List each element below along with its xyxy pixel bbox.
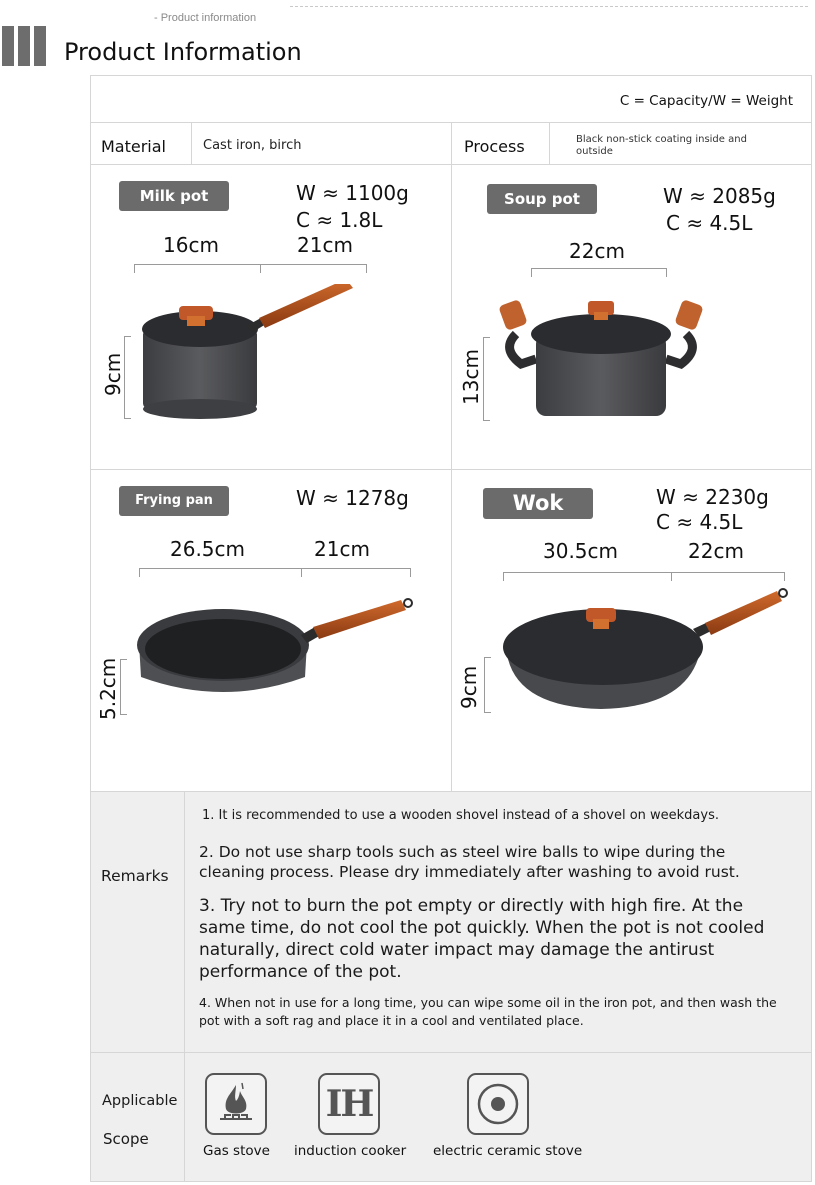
process-label: Process — [464, 137, 525, 156]
col-divider — [191, 122, 192, 164]
dimension-height: 13cm — [459, 349, 483, 405]
wok-image — [501, 587, 791, 727]
weight-spec: W ≈ 1278g — [296, 486, 409, 510]
header-dashed-divider — [290, 6, 808, 7]
col-divider — [451, 122, 452, 164]
ih-icon: IH — [318, 1073, 380, 1135]
weight-spec: W ≈ 2230g — [656, 485, 769, 509]
dimension-height: 9cm — [457, 665, 481, 709]
scope-item-label: induction cooker — [294, 1143, 407, 1159]
dimension-handle: 21cm — [297, 233, 353, 257]
scope-item-label: electric ceramic stove — [433, 1143, 583, 1159]
dimension-diameter: 26.5cm — [170, 537, 246, 561]
dimension-diameter: 30.5cm — [543, 539, 619, 563]
ceramic-hob-icon — [467, 1073, 529, 1135]
remark-item-4: 4. When not in use for a long time, you can wipe some oil in the iron pot, and then wash the pot with a soft rag and place it in a cool and ventilated place. — [199, 995, 777, 1028]
dimension-diameter: 22cm — [569, 239, 625, 263]
capacity-spec: C ≈ 1.8L — [296, 208, 383, 232]
applicable-scope-section — [91, 1053, 811, 1181]
product-tag: Milk pot — [119, 181, 229, 211]
dimension-diameter: 16cm — [163, 233, 219, 257]
remark-item-3: 3. Try not to burn the pot empty or directly with high fire. At the same time, do not cool the pot quickly. When the pot is not cooled naturally, direct cold water impact may damage the antirust performance of the pot. — [199, 896, 765, 982]
scope-item-electric-ceramic-stove — [433, 1073, 583, 1159]
dimension-height: 9cm — [101, 352, 125, 396]
col-divider — [549, 122, 550, 164]
col-divider — [184, 792, 185, 1052]
product-tag: Frying pan — [119, 486, 229, 516]
remarks-label: Remarks — [101, 867, 169, 885]
capacity-spec: C ≈ 4.5L — [666, 211, 753, 235]
height-ruler — [484, 657, 491, 713]
frying-pan-image — [133, 597, 423, 727]
product-card-milk-pot — [91, 164, 451, 469]
col-divider — [184, 1053, 185, 1181]
product-info-table — [90, 75, 812, 1182]
height-ruler — [120, 659, 127, 715]
gas-flame-icon — [205, 1073, 267, 1135]
width-ruler — [134, 264, 367, 273]
scope-item-label: Gas stove — [203, 1143, 270, 1159]
page-title: Product Information — [64, 38, 302, 66]
product-card-wok — [451, 469, 813, 791]
product-tag: Soup pot — [487, 184, 597, 214]
section-bars-icon — [2, 26, 48, 66]
scope-item-induction-cooker — [294, 1073, 407, 1159]
width-ruler — [503, 572, 785, 581]
height-ruler — [483, 337, 490, 421]
remark-item-2: 2. Do not use sharp tools such as steel wire balls to wipe during the cleaning process. Please dry immediately after washing to avoid rust. — [199, 843, 740, 881]
product-card-soup-pot — [451, 164, 813, 469]
weight-spec: W ≈ 2085g — [663, 184, 776, 208]
milk-pot-image — [141, 284, 371, 424]
legend-text: C = Capacity/W = Weight — [619, 93, 793, 109]
product-tag: Wok — [483, 488, 593, 519]
process-value: Black non-stick coating inside and outside — [576, 134, 747, 157]
dimension-height: 5.2cm — [96, 657, 120, 720]
width-ruler — [531, 268, 667, 277]
scope-item-gas-stove — [203, 1073, 270, 1159]
remarks-section — [91, 792, 811, 1052]
capacity-spec: C ≈ 4.5L — [656, 510, 743, 534]
section-subtitle: - Product information — [154, 12, 257, 24]
remark-item-1: 1. It is recommended to use a wooden shovel instead of a shovel on weekdays. — [202, 808, 719, 823]
dimension-handle: 22cm — [688, 539, 744, 563]
width-ruler — [139, 568, 411, 577]
height-ruler — [124, 336, 131, 419]
scope-label-line2: Scope — [103, 1130, 149, 1148]
weight-spec: W ≈ 1100g — [296, 181, 409, 205]
material-label: Material — [101, 137, 166, 156]
product-card-frying-pan — [91, 469, 451, 791]
dimension-handle: 21cm — [314, 537, 370, 561]
scope-label-line1: Applicable — [102, 1093, 178, 1109]
material-value: Cast iron, birch — [203, 138, 302, 153]
soup-pot-image — [496, 294, 706, 424]
